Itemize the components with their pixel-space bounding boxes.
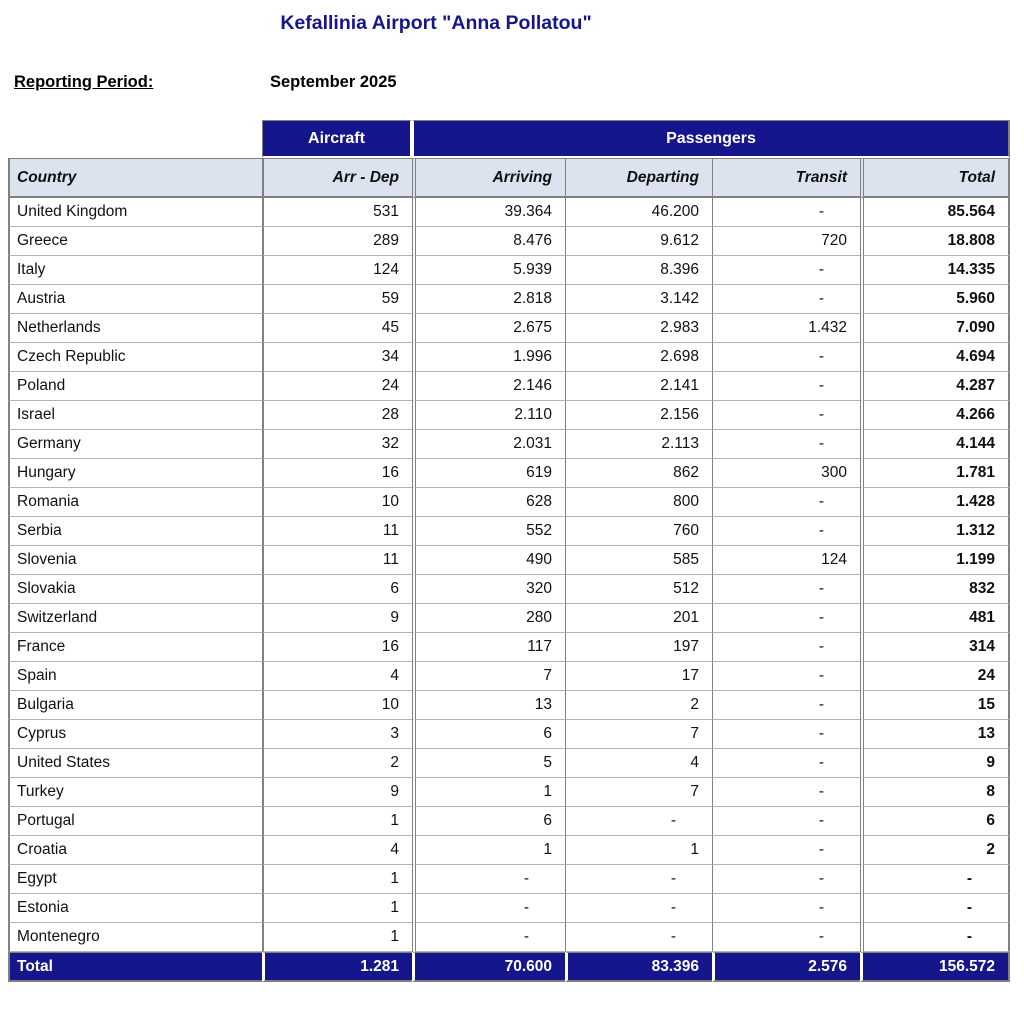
total-cell: 14.335 xyxy=(860,256,1010,285)
country-cell: Turkey xyxy=(8,778,262,807)
group-header-row xyxy=(8,120,1010,158)
arr-dep-cell: 16 xyxy=(262,459,412,488)
reporting-period-value: September 2025 xyxy=(270,73,397,91)
arriving-cell: 619 xyxy=(412,459,565,488)
departing-cell: 46.200 xyxy=(565,198,712,227)
departing-cell: 7 xyxy=(565,720,712,749)
country-cell: Israel xyxy=(8,401,262,430)
departing-cell: 2.698 xyxy=(565,343,712,372)
arr-dep-cell: 9 xyxy=(262,604,412,633)
transit-cell: - xyxy=(712,662,860,691)
arr-dep-cell: 11 xyxy=(262,517,412,546)
table-row xyxy=(8,459,1010,488)
column-header-total: Total xyxy=(860,158,1010,198)
country-cell: Netherlands xyxy=(8,314,262,343)
total-cell: - xyxy=(860,894,1010,923)
arr-dep-cell: 1 xyxy=(262,807,412,836)
transit-cell: - xyxy=(712,256,860,285)
departing-cell: 2.141 xyxy=(565,372,712,401)
table-row xyxy=(8,836,1010,865)
arr-dep-cell: 11 xyxy=(262,546,412,575)
reporting-period-label: Reporting Period: xyxy=(14,73,154,91)
total-cell: 314 xyxy=(860,633,1010,662)
arr-dep-cell: 4 xyxy=(262,662,412,691)
arr-dep-cell: 6 xyxy=(262,575,412,604)
country-cell: Hungary xyxy=(8,459,262,488)
country-cell: Poland xyxy=(8,372,262,401)
departing-cell: 17 xyxy=(565,662,712,691)
departing-cell: 2.983 xyxy=(565,314,712,343)
total-cell: 1.428 xyxy=(860,488,1010,517)
departing-cell: 585 xyxy=(565,546,712,575)
country-cell: Greece xyxy=(8,227,262,256)
total-cell: 18.808 xyxy=(860,227,1010,256)
arriving-cell: 5.939 xyxy=(412,256,565,285)
total-cell: 4.287 xyxy=(860,372,1010,401)
transit-cell: 720 xyxy=(712,227,860,256)
table-body xyxy=(8,198,1010,982)
transit-cell: - xyxy=(712,865,860,894)
total-row xyxy=(8,952,1010,982)
total-cell: 6 xyxy=(860,807,1010,836)
total-cell: 7.090 xyxy=(860,314,1010,343)
country-cell: Romania xyxy=(8,488,262,517)
transit-cell: - xyxy=(712,517,860,546)
arriving-cell: 320 xyxy=(412,575,565,604)
arr-dep-cell: 3 xyxy=(262,720,412,749)
group-header-spacer xyxy=(8,120,262,158)
arriving-cell: 2.818 xyxy=(412,285,565,314)
arr-dep-cell: 59 xyxy=(262,285,412,314)
total-cell: 1.781 xyxy=(860,459,1010,488)
arr-dep-cell: 10 xyxy=(262,488,412,517)
total-cell: 832 xyxy=(860,575,1010,604)
country-cell: Portugal xyxy=(8,807,262,836)
departing-cell: - xyxy=(565,923,712,952)
departing-cell: 8.396 xyxy=(565,256,712,285)
departing-cell: 9.612 xyxy=(565,227,712,256)
departing-cell: - xyxy=(565,865,712,894)
table-row xyxy=(8,285,1010,314)
transit-cell: - xyxy=(712,488,860,517)
departing-cell: 800 xyxy=(565,488,712,517)
total-cell: 1.199 xyxy=(860,546,1010,575)
arriving-cell: 490 xyxy=(412,546,565,575)
transit-cell: - xyxy=(712,836,860,865)
arriving-cell: 628 xyxy=(412,488,565,517)
table-row xyxy=(8,575,1010,604)
arr-dep-cell: 1 xyxy=(262,894,412,923)
table-row xyxy=(8,604,1010,633)
arriving-cell: 1.996 xyxy=(412,343,565,372)
arriving-cell: 6 xyxy=(412,807,565,836)
arriving-cell: 2.031 xyxy=(412,430,565,459)
transit-cell: - xyxy=(712,343,860,372)
arr-dep-cell: 124 xyxy=(262,256,412,285)
table-row xyxy=(8,633,1010,662)
arr-dep-cell: 45 xyxy=(262,314,412,343)
total-arr-dep-cell: 1.281 xyxy=(262,952,412,982)
departing-cell: 2.156 xyxy=(565,401,712,430)
arr-dep-cell: 531 xyxy=(262,198,412,227)
page-title: Kefallinia Airport "Anna Pollatou" xyxy=(280,12,592,34)
total-cell: 2 xyxy=(860,836,1010,865)
arriving-cell: 5 xyxy=(412,749,565,778)
departing-cell: - xyxy=(565,894,712,923)
table-row xyxy=(8,488,1010,517)
arriving-cell: 1 xyxy=(412,836,565,865)
country-cell: United States xyxy=(8,749,262,778)
table-row xyxy=(8,807,1010,836)
country-cell: Switzerland xyxy=(8,604,262,633)
arr-dep-cell: 34 xyxy=(262,343,412,372)
total-cell: 13 xyxy=(860,720,1010,749)
table-row xyxy=(8,198,1010,227)
transit-cell: - xyxy=(712,198,860,227)
table-row xyxy=(8,401,1010,430)
table-row xyxy=(8,662,1010,691)
arr-dep-cell: 289 xyxy=(262,227,412,256)
arr-dep-cell: 28 xyxy=(262,401,412,430)
arr-dep-cell: 16 xyxy=(262,633,412,662)
arriving-cell: 552 xyxy=(412,517,565,546)
arriving-cell: 1 xyxy=(412,778,565,807)
total-cell: - xyxy=(860,865,1010,894)
total-cell: 9 xyxy=(860,749,1010,778)
total-departing-cell: 83.396 xyxy=(565,952,712,982)
total-cell: 4.266 xyxy=(860,401,1010,430)
transit-cell: 1.432 xyxy=(712,314,860,343)
departing-cell: 760 xyxy=(565,517,712,546)
total-cell: - xyxy=(860,923,1010,952)
country-cell: Slovenia xyxy=(8,546,262,575)
arriving-cell: 13 xyxy=(412,691,565,720)
transit-cell: 300 xyxy=(712,459,860,488)
arriving-cell: - xyxy=(412,923,565,952)
transit-cell: - xyxy=(712,430,860,459)
country-cell: France xyxy=(8,633,262,662)
country-cell: Spain xyxy=(8,662,262,691)
total-cell: 8 xyxy=(860,778,1010,807)
total-transit-cell: 2.576 xyxy=(712,952,860,982)
table-row xyxy=(8,314,1010,343)
departing-cell: 512 xyxy=(565,575,712,604)
reporting-period-line xyxy=(14,73,1024,92)
column-header-row xyxy=(8,158,1010,198)
departing-cell: 2 xyxy=(565,691,712,720)
arriving-cell: 8.476 xyxy=(412,227,565,256)
column-header-country: Country xyxy=(8,158,262,198)
transit-cell: 124 xyxy=(712,546,860,575)
table-row xyxy=(8,749,1010,778)
aircraft-group-header: Aircraft xyxy=(262,120,412,158)
country-cell: Estonia xyxy=(8,894,262,923)
transit-cell: - xyxy=(712,285,860,314)
transit-cell: - xyxy=(712,604,860,633)
arriving-cell: - xyxy=(412,865,565,894)
total-cell: 4.144 xyxy=(860,430,1010,459)
transit-cell: - xyxy=(712,807,860,836)
total-cell: 1.312 xyxy=(860,517,1010,546)
country-cell: Cyprus xyxy=(8,720,262,749)
column-header-arriving: Arriving xyxy=(412,158,565,198)
arriving-cell: 2.110 xyxy=(412,401,565,430)
arr-dep-cell: 4 xyxy=(262,836,412,865)
table-row xyxy=(8,343,1010,372)
arr-dep-cell: 10 xyxy=(262,691,412,720)
departing-cell: 7 xyxy=(565,778,712,807)
arr-dep-cell: 24 xyxy=(262,372,412,401)
arriving-cell: 2.146 xyxy=(412,372,565,401)
table-row xyxy=(8,720,1010,749)
country-cell: Italy xyxy=(8,256,262,285)
column-header-departing: Departing xyxy=(565,158,712,198)
transit-cell: - xyxy=(712,894,860,923)
country-cell: Egypt xyxy=(8,865,262,894)
country-cell: Bulgaria xyxy=(8,691,262,720)
departing-cell: 197 xyxy=(565,633,712,662)
arr-dep-cell: 1 xyxy=(262,923,412,952)
table-row xyxy=(8,778,1010,807)
table-row xyxy=(8,372,1010,401)
transit-cell: - xyxy=(712,691,860,720)
transit-cell: - xyxy=(712,923,860,952)
transit-cell: - xyxy=(712,749,860,778)
column-header-arr-dep: Arr - Dep xyxy=(262,158,412,198)
departing-cell: 2.113 xyxy=(565,430,712,459)
arriving-cell: 7 xyxy=(412,662,565,691)
country-cell: Germany xyxy=(8,430,262,459)
departing-cell: 3.142 xyxy=(565,285,712,314)
total-cell: 4.694 xyxy=(860,343,1010,372)
total-country-cell: Total xyxy=(8,952,262,982)
table-row xyxy=(8,430,1010,459)
total-cell: 481 xyxy=(860,604,1010,633)
departing-cell: - xyxy=(565,807,712,836)
table-row xyxy=(8,865,1010,894)
total-cell: 24 xyxy=(860,662,1010,691)
arriving-cell: 117 xyxy=(412,633,565,662)
transit-cell: - xyxy=(712,633,860,662)
column-header-transit: Transit xyxy=(712,158,860,198)
departing-cell: 4 xyxy=(565,749,712,778)
arr-dep-cell: 32 xyxy=(262,430,412,459)
departing-cell: 862 xyxy=(565,459,712,488)
table-row xyxy=(8,894,1010,923)
country-cell: Croatia xyxy=(8,836,262,865)
total-total-cell: 156.572 xyxy=(860,952,1010,982)
total-cell: 5.960 xyxy=(860,285,1010,314)
arriving-cell: 39.364 xyxy=(412,198,565,227)
table-row xyxy=(8,691,1010,720)
country-cell: United Kingdom xyxy=(8,198,262,227)
traffic-table xyxy=(8,120,1010,982)
total-cell: 85.564 xyxy=(860,198,1010,227)
transit-cell: - xyxy=(712,778,860,807)
arr-dep-cell: 9 xyxy=(262,778,412,807)
table-row xyxy=(8,546,1010,575)
table-row xyxy=(8,256,1010,285)
arriving-cell: 2.675 xyxy=(412,314,565,343)
arriving-cell: 280 xyxy=(412,604,565,633)
arr-dep-cell: 2 xyxy=(262,749,412,778)
transit-cell: - xyxy=(712,720,860,749)
country-cell: Montenegro xyxy=(8,923,262,952)
total-cell: 15 xyxy=(860,691,1010,720)
country-cell: Slovakia xyxy=(8,575,262,604)
table-row xyxy=(8,227,1010,256)
arr-dep-cell: 1 xyxy=(262,865,412,894)
table-row xyxy=(8,923,1010,952)
country-cell: Czech Republic xyxy=(8,343,262,372)
transit-cell: - xyxy=(712,372,860,401)
arriving-cell: - xyxy=(412,894,565,923)
total-arriving-cell: 70.600 xyxy=(412,952,565,982)
country-cell: Serbia xyxy=(8,517,262,546)
transit-cell: - xyxy=(712,401,860,430)
transit-cell: - xyxy=(712,575,860,604)
departing-cell: 1 xyxy=(565,836,712,865)
departing-cell: 201 xyxy=(565,604,712,633)
country-cell: Austria xyxy=(8,285,262,314)
passengers-group-header: Passengers xyxy=(412,120,1010,158)
arriving-cell: 6 xyxy=(412,720,565,749)
table-row xyxy=(8,517,1010,546)
